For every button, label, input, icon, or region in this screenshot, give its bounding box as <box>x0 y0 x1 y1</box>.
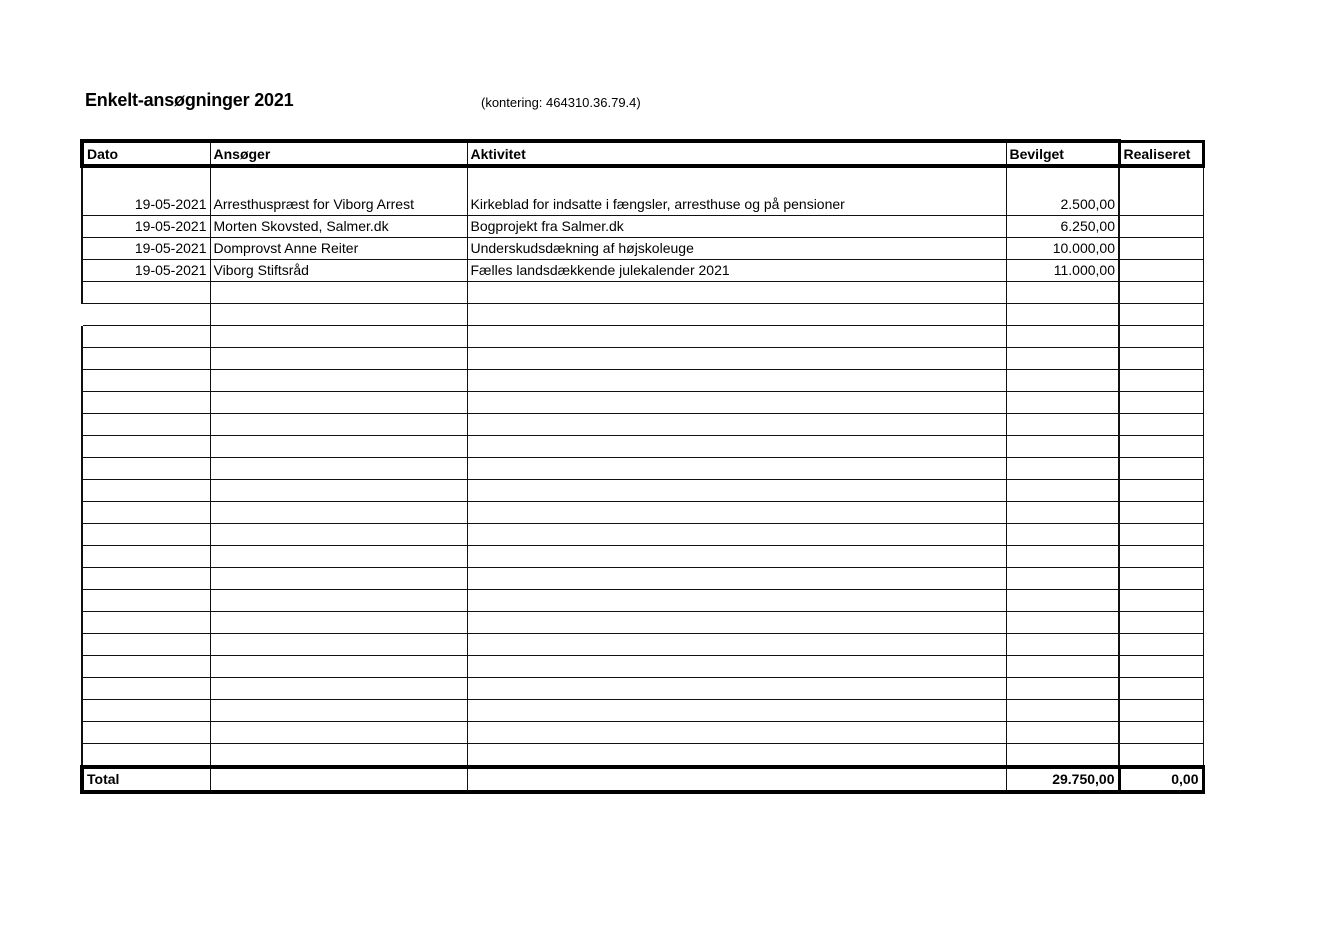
column-header-bevilget[interactable]: Bevilget <box>1006 141 1119 166</box>
cell-bevilget[interactable] <box>1006 590 1119 612</box>
cell-dato[interactable] <box>82 326 210 348</box>
empty-table-row <box>82 414 1203 436</box>
cell-aktivitet[interactable] <box>467 436 1006 458</box>
cell-realiseret[interactable] <box>1119 722 1203 744</box>
cell-ansoeger[interactable] <box>210 678 467 700</box>
cell-ansoeger[interactable] <box>210 612 467 634</box>
cell-dato[interactable] <box>82 612 210 634</box>
cell-aktivitet[interactable] <box>467 612 1006 634</box>
cell-dato[interactable] <box>82 282 210 304</box>
empty-table-row <box>82 282 1203 304</box>
empty-table-row <box>82 392 1203 414</box>
cell-ansoeger[interactable] <box>210 568 467 590</box>
cell-ansoeger[interactable] <box>210 722 467 744</box>
cell-dato[interactable] <box>82 502 210 524</box>
empty-table-row <box>82 678 1203 700</box>
cell-aktivitet[interactable]: Fælles landsdækkende julekalender 2021 <box>467 260 1006 282</box>
cell-ansoeger[interactable] <box>210 480 467 502</box>
cell-bevilget[interactable] <box>1006 744 1119 768</box>
total-realiseret: 0,00 <box>1119 767 1203 792</box>
cell-dato[interactable] <box>82 524 210 546</box>
cell-bevilget[interactable] <box>1006 392 1119 414</box>
empty-table-row <box>82 656 1203 678</box>
cell-realiseret[interactable] <box>1119 568 1203 590</box>
cell-aktivitet[interactable] <box>467 502 1006 524</box>
cell-realiseret[interactable] <box>1119 326 1203 348</box>
cell-bevilget[interactable] <box>1006 304 1119 326</box>
cell-realiseret[interactable] <box>1119 590 1203 612</box>
cell-bevilget[interactable] <box>1006 436 1119 458</box>
empty-table-row <box>82 370 1203 392</box>
empty-table-row <box>82 634 1203 656</box>
kontering-note: (kontering: 464310.36.79.4) <box>481 95 641 110</box>
empty-table-row <box>82 480 1203 502</box>
cell-bevilget[interactable] <box>1006 326 1119 348</box>
cell-realiseret[interactable] <box>1119 744 1203 768</box>
cell-dato[interactable] <box>82 634 210 656</box>
cell-bevilget[interactable] <box>1006 678 1119 700</box>
cell-aktivitet[interactable] <box>467 767 1006 792</box>
column-header-aktivitet[interactable]: Aktivitet <box>467 141 1006 166</box>
cell-ansoeger[interactable] <box>210 634 467 656</box>
cell-bevilget[interactable] <box>1006 700 1119 722</box>
page-title: Enkelt-ansøgninger 2021 <box>85 90 294 110</box>
empty-table-row <box>82 744 1203 768</box>
cell-realiseret[interactable] <box>1119 546 1203 568</box>
table-row <box>82 216 1203 238</box>
cell-bevilget[interactable] <box>1006 524 1119 546</box>
cell-realiseret[interactable] <box>1119 436 1203 458</box>
table-row <box>82 166 1203 216</box>
cell-aktivitet[interactable] <box>467 414 1006 436</box>
cell-realiseret[interactable] <box>1119 370 1203 392</box>
cell-realiseret[interactable] <box>1119 282 1203 304</box>
cell-ansoeger[interactable] <box>210 524 467 546</box>
cell-realiseret[interactable] <box>1119 678 1203 700</box>
cell-dato[interactable] <box>82 458 210 480</box>
cell-dato[interactable] <box>82 656 210 678</box>
empty-table-row <box>82 524 1203 546</box>
table-row <box>82 260 1203 282</box>
cell-ansoeger[interactable] <box>210 370 467 392</box>
cell-bevilget[interactable] <box>1006 414 1119 436</box>
empty-table-row <box>82 304 1203 326</box>
cell-aktivitet[interactable] <box>467 326 1006 348</box>
cell-ansoeger[interactable] <box>210 502 467 524</box>
empty-table-row <box>82 700 1203 722</box>
cell-bevilget[interactable] <box>1006 480 1119 502</box>
cell-dato[interactable] <box>82 480 210 502</box>
cell-dato[interactable] <box>82 370 210 392</box>
cell-ansoeger[interactable] <box>210 546 467 568</box>
cell-aktivitet[interactable] <box>467 678 1006 700</box>
cell-aktivitet[interactable] <box>467 524 1006 546</box>
empty-table-row <box>82 326 1203 348</box>
cell-bevilget[interactable]: 6.250,00 <box>1006 216 1119 238</box>
cell-aktivitet[interactable] <box>467 458 1006 480</box>
cell-bevilget[interactable] <box>1006 722 1119 744</box>
cell-realiseret[interactable] <box>1119 348 1203 370</box>
empty-table-row <box>82 722 1203 744</box>
cell-ansoeger[interactable] <box>210 700 467 722</box>
cell-realiseret[interactable] <box>1119 502 1203 524</box>
total-label: Total <box>82 767 210 792</box>
cell-bevilget[interactable] <box>1006 546 1119 568</box>
cell-aktivitet[interactable]: Bogprojekt fra Salmer.dk <box>467 216 1006 238</box>
cell-ansoeger[interactable] <box>210 282 467 304</box>
cell-dato[interactable] <box>82 414 210 436</box>
cell-realiseret[interactable] <box>1119 260 1203 282</box>
cell-ansoeger[interactable] <box>210 348 467 370</box>
cell-realiseret[interactable] <box>1119 656 1203 678</box>
empty-table-row <box>82 546 1203 568</box>
cell-bevilget[interactable]: 10.000,00 <box>1006 238 1119 260</box>
cell-bevilget[interactable] <box>1006 348 1119 370</box>
cell-ansoeger[interactable]: Viborg Stiftsråd <box>210 260 467 282</box>
cell-bevilget[interactable] <box>1006 282 1119 304</box>
cell-ansoeger[interactable] <box>210 590 467 612</box>
cell-realiseret[interactable] <box>1119 458 1203 480</box>
cell-ansoeger[interactable]: Morten Skovsted, Salmer.dk <box>210 216 467 238</box>
cell-realiseret[interactable] <box>1119 480 1203 502</box>
cell-dato[interactable] <box>82 722 210 744</box>
empty-table-row <box>82 590 1203 612</box>
cell-dato[interactable]: 19-05-2021 <box>82 166 210 216</box>
cell-dato[interactable] <box>82 590 210 612</box>
cell-realiseret[interactable] <box>1119 634 1203 656</box>
cell-aktivitet[interactable] <box>467 546 1006 568</box>
cell-ansoeger[interactable] <box>210 326 467 348</box>
column-header-dato[interactable]: Dato <box>82 141 210 166</box>
cell-realiseret[interactable] <box>1119 392 1203 414</box>
cell-dato[interactable] <box>82 568 210 590</box>
cell-bevilget[interactable] <box>1006 612 1119 634</box>
cell-dato[interactable] <box>82 678 210 700</box>
cell-aktivitet[interactable] <box>467 634 1006 656</box>
applications-table <box>80 139 1205 794</box>
cell-dato[interactable]: 19-05-2021 <box>82 238 210 260</box>
cell-bevilget[interactable]: 2.500,00 <box>1006 166 1119 216</box>
cell-aktivitet[interactable] <box>467 348 1006 370</box>
column-header-realiseret[interactable]: Realiseret <box>1119 141 1203 166</box>
cell-bevilget[interactable] <box>1006 656 1119 678</box>
cell-realiseret[interactable] <box>1119 304 1203 326</box>
cell-bevilget[interactable] <box>1006 502 1119 524</box>
total-bevilget: 29.750,00 <box>1006 767 1119 792</box>
cell-ansoeger[interactable] <box>210 414 467 436</box>
cell-realiseret[interactable] <box>1119 166 1203 216</box>
cell-dato[interactable] <box>82 392 210 414</box>
cell-ansoeger[interactable]: Domprovst Anne Reiter <box>210 238 467 260</box>
cell-realiseret[interactable] <box>1119 216 1203 238</box>
cell-bevilget[interactable]: 11.000,00 <box>1006 260 1119 282</box>
cell-realiseret[interactable] <box>1119 700 1203 722</box>
cell-dato[interactable] <box>82 304 210 326</box>
cell-aktivitet[interactable] <box>467 392 1006 414</box>
cell-aktivitet[interactable] <box>467 480 1006 502</box>
cell-aktivitet[interactable] <box>467 700 1006 722</box>
cell-bevilget[interactable] <box>1006 370 1119 392</box>
cell-aktivitet[interactable] <box>467 744 1006 768</box>
cell-aktivitet[interactable] <box>467 722 1006 744</box>
empty-table-row <box>82 568 1203 590</box>
column-header-ansoeger[interactable]: Ansøger <box>210 141 467 166</box>
cell-ansoeger[interactable] <box>210 392 467 414</box>
cell-bevilget[interactable] <box>1006 634 1119 656</box>
cell-ansoeger[interactable]: Arresthuspræst for Viborg Arrest <box>210 166 467 216</box>
cell-dato[interactable]: 19-05-2021 <box>82 260 210 282</box>
empty-table-row <box>82 436 1203 458</box>
cell-dato[interactable]: 19-05-2021 <box>82 216 210 238</box>
cell-aktivitet[interactable] <box>467 282 1006 304</box>
cell-aktivitet[interactable]: Underskudsdækning af højskoleuge <box>467 238 1006 260</box>
cell-aktivitet[interactable]: Kirkeblad for indsatte i fængsler, arresthuse og på pensioner <box>467 166 1006 216</box>
cell-aktivitet[interactable] <box>467 568 1006 590</box>
cell-realiseret[interactable] <box>1119 414 1203 436</box>
cell-aktivitet[interactable] <box>467 656 1006 678</box>
cell-aktivitet[interactable] <box>467 370 1006 392</box>
empty-table-row <box>82 348 1203 370</box>
cell-dato[interactable] <box>82 436 210 458</box>
cell-ansoeger[interactable] <box>210 767 467 792</box>
cell-dato[interactable] <box>82 546 210 568</box>
cell-dato[interactable] <box>82 744 210 768</box>
table-header-row <box>82 141 1203 166</box>
cell-bevilget[interactable] <box>1006 458 1119 480</box>
cell-ansoeger[interactable] <box>210 656 467 678</box>
cell-aktivitet[interactable] <box>467 304 1006 326</box>
total-row <box>82 767 1203 792</box>
cell-ansoeger[interactable] <box>210 744 467 768</box>
empty-table-row <box>82 458 1203 480</box>
cell-bevilget[interactable] <box>1006 568 1119 590</box>
cell-dato[interactable] <box>82 348 210 370</box>
cell-realiseret[interactable] <box>1119 612 1203 634</box>
cell-ansoeger[interactable] <box>210 458 467 480</box>
cell-realiseret[interactable] <box>1119 524 1203 546</box>
cell-aktivitet[interactable] <box>467 590 1006 612</box>
empty-table-row <box>82 612 1203 634</box>
table-row <box>82 238 1203 260</box>
empty-table-row <box>82 502 1203 524</box>
cell-realiseret[interactable] <box>1119 238 1203 260</box>
cell-ansoeger[interactable] <box>210 304 467 326</box>
cell-ansoeger[interactable] <box>210 436 467 458</box>
cell-dato[interactable] <box>82 700 210 722</box>
